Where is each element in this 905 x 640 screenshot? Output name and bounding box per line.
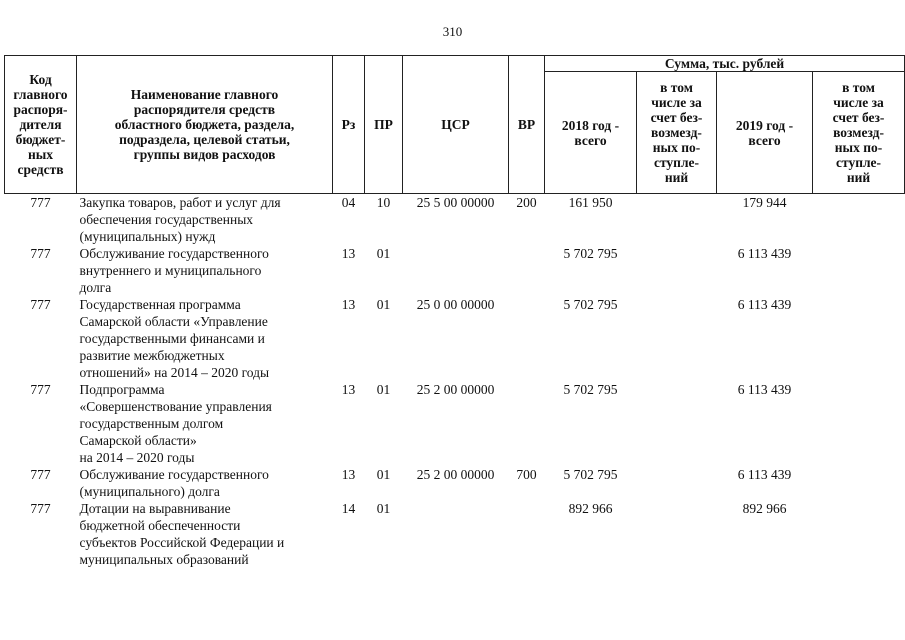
row-rz: 14 [341, 501, 356, 516]
row-name: Обслуживание государственного внутреннего и муниципального долга [79, 246, 269, 295]
row-csr [403, 245, 509, 296]
row-2019-total: 179 944 [742, 195, 787, 210]
row-name: Дотации на выравнивание бюджетной обеспеченности субъектов Российской Федерации и муниципальных образований [79, 501, 285, 567]
table-row [5, 500, 905, 568]
header-2018-total: 2018 год - всего [545, 72, 637, 194]
header-csr: ЦСР [403, 56, 509, 194]
row-code: 777 [30, 467, 51, 482]
row-2019-grants [813, 245, 905, 296]
row-csr: 25 2 00 00000 [416, 467, 495, 482]
row-2019-grants [813, 466, 905, 500]
table-row [5, 194, 905, 246]
row-2019-total: 6 113 439 [737, 297, 792, 312]
row-2018-grants [637, 381, 717, 466]
row-code: 777 [30, 501, 51, 516]
row-2018-total: 5 702 795 [563, 467, 618, 482]
page-number: 310 [442, 24, 463, 39]
row-pr: 10 [376, 195, 391, 210]
row-name: Государственная программа Самарской области «Управление государственными финансами и развитие межбюджетных отношений» на 2014 – 2020 годы [79, 297, 270, 380]
table-row [5, 381, 905, 466]
row-code: 777 [30, 195, 51, 210]
row-rz: 04 [341, 195, 356, 210]
row-name: Подпрограмма «Совершенствование управления государственным долгом Самарской области» на 2014 – 2020 годы [79, 382, 272, 465]
header-vr: ВР [509, 56, 545, 194]
row-2018-grants [637, 245, 717, 296]
row-2018-total: 5 702 795 [563, 297, 618, 312]
row-2019-total: 6 113 439 [737, 467, 792, 482]
row-rz: 13 [341, 382, 356, 397]
header-pr: ПР [365, 56, 403, 194]
row-name: Закупка товаров, работ и услуг для обеспечения государственных (муниципальных) нужд [79, 195, 281, 244]
header-2019-total: 2019 год - всего [717, 72, 813, 194]
row-2019-total: 6 113 439 [737, 246, 792, 261]
row-2018-grants [637, 194, 717, 246]
row-2018-total: 892 966 [568, 501, 613, 516]
row-vr [509, 500, 545, 568]
row-2018-grants [637, 466, 717, 500]
row-pr: 01 [376, 297, 391, 312]
row-pr: 01 [376, 382, 391, 397]
row-2018-total: 5 702 795 [563, 382, 618, 397]
row-pr: 01 [376, 246, 391, 261]
row-2019-grants [813, 500, 905, 568]
header-2018-grants: в том числе за счет без- возмезд- ных по- ступле- ний [637, 72, 717, 194]
row-code: 777 [30, 382, 51, 397]
row-2019-total: 6 113 439 [737, 382, 792, 397]
row-vr [509, 381, 545, 466]
row-vr [509, 245, 545, 296]
table-row [5, 296, 905, 381]
row-name: Обслуживание государственного (муниципального) долга [79, 467, 269, 499]
header-2019-grants: в том числе за счет без- возмезд- ных по- ступле- ний [813, 72, 905, 194]
table-row [5, 245, 905, 296]
row-vr: 200 [516, 195, 537, 210]
budget-table [4, 55, 905, 568]
row-2018-total: 161 950 [568, 195, 613, 210]
row-csr: 25 2 00 00000 [416, 382, 495, 397]
header-code: Код главного распоря- дителя бюджет- ных средств [5, 56, 77, 194]
row-2018-grants [637, 296, 717, 381]
row-2019-grants [813, 381, 905, 466]
header-rz: Рз [333, 56, 365, 194]
row-vr: 700 [516, 467, 537, 482]
row-vr [509, 296, 545, 381]
row-csr: 25 5 00 00000 [416, 195, 495, 210]
row-2018-grants [637, 500, 717, 568]
row-2018-total: 5 702 795 [563, 246, 618, 261]
row-rz: 13 [341, 246, 356, 261]
table-body [5, 194, 905, 569]
row-2019-grants [813, 296, 905, 381]
row-csr: 25 0 00 00000 [416, 297, 495, 312]
header-name: Наименование главного распорядителя средств областного бюджета, раздела, подраздела, целевой статьи, группы видов расходов [77, 56, 333, 194]
table-row [5, 466, 905, 500]
header-sum-group: Сумма, тыс. рублей [545, 56, 905, 72]
row-2019-total: 892 966 [742, 501, 787, 516]
row-pr: 01 [376, 501, 391, 516]
row-pr: 01 [376, 467, 391, 482]
row-csr [403, 500, 509, 568]
row-code: 777 [30, 246, 51, 261]
row-rz: 13 [341, 467, 356, 482]
row-2019-grants [813, 194, 905, 246]
row-code: 777 [30, 297, 51, 312]
row-rz: 13 [341, 297, 356, 312]
